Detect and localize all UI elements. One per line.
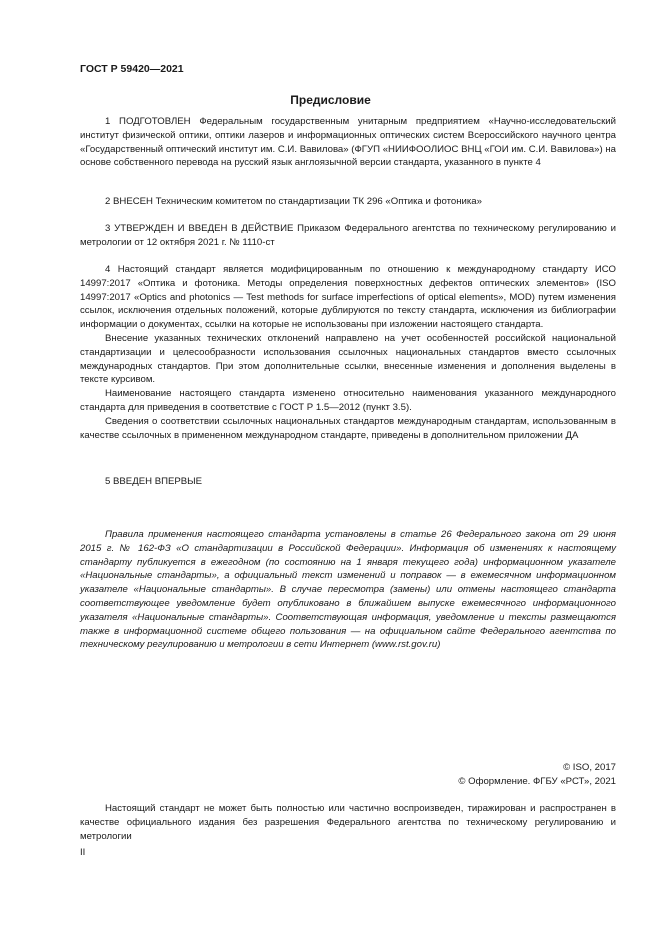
item-4 <box>80 263 616 442</box>
copyright-design: © Оформление. ФГБУ «РСТ», 2021 <box>458 776 616 787</box>
copyright-iso: © ISO, 2017 <box>563 762 616 773</box>
item-4-paragraph-3: Наименование настоящего стандарта изменено относительно наименования указанного международного стандарта для приведения в соответствие с ГОСТ Р 1.5—2012 (пункт 3.5). <box>80 388 616 413</box>
item-2-text: 2 ВНЕСЕН Техническим комитетом по стандартизации ТК 296 «Оптика и фотоника» <box>105 196 482 207</box>
item-5-text: 5 ВВЕДЕН ВПЕРВЫЕ <box>105 476 203 487</box>
reproduction-notice <box>80 802 616 843</box>
item-3-text: 3 УТВЕРЖДЕН И ВВЕДЕН В ДЕЙСТВИЕ Приказом Федерального агентства по техническому регулированию и метрологии от 12 октября 2021 г. № 1110-ст <box>80 223 616 248</box>
item-4-paragraph-2: Внесение указанных технических отклонений направлено на учет особенностей российской национальной стандартизации и целесообразности использования ссылочных национальных стандартов вместо ссылочных международных стандартов. При этом дополнительные ссылки, внесенные изменения и дополнения выделены в тексте курсивом. <box>80 332 616 386</box>
reproduction-text: Настоящий стандарт не может быть полностью или частично воспроизведен, тиражирован и распространен в качестве официального издания без разрешения Федерального агентства по техническому регулированию и метрологии <box>80 803 616 842</box>
standard-number: ГОСТ Р 59420—2021 <box>80 63 184 75</box>
item-1 <box>80 115 616 170</box>
item-2 <box>80 195 616 209</box>
item-4-paragraph-4: Сведения о соответствии ссылочных национальных стандартов международным стандартам, использованным в качестве ссылочных в примененном международном стандарте, приведены в дополнительном приложении ДА <box>80 415 616 441</box>
page-number: II <box>80 847 86 858</box>
item-5 <box>80 475 616 489</box>
item-3 <box>80 222 616 250</box>
item-1-text: 1 ПОДГОТОВЛЕН Федеральным государственным унитарным предприятием «Научно-исследовательский институт физической оптики, оптики лазеров и информационных оптических систем Всероссийского научного центра «Государственный оптический институт им. С.И. Вавилова» (ФГУП «НИИФООЛИОС ВНЦ «ГОИ им. С.И. Вавилова») на основе собственного перевода на русский язык англоязычной версии стандарта, указанного в пункте 4 <box>80 116 616 169</box>
item-4-text: 4 Настоящий стандарт является модифицированным по отношению к международному стандарту ИСО 14997:2017 «Оптика и фотоника. Методы определения поверхностных дефектов оптических элементов» (ISO 14997:2017 «Optics and photonics — Test methods for surface imperfections of optical elements», MOD) путем изменения ссылок, исключения отдельных положений, которые дублируются по тексту стандарта, исключения из библиографии информации о документах, ссылки на которые не использованы при изложении настоящего стандарта. <box>80 264 616 331</box>
application-rules-notice <box>80 528 616 652</box>
notice-text: Правила применения настоящего стандарта установлены в статье 26 Федерального закона от 29 июня 2015 г. № 162-ФЗ «О стандартизации в Российской Федерации». Информация об изменениях к настоящему стандарту публикуется в ежегодном (по состоянию на 1 января текущего года) информационном указателе «Национальные стандарты», а официальный текст изменений и поправок — в ежемесячном информационном указателе «Национальные стандарты». В случае пересмотра (замены) или отмены настоящего стандарта соответствующее уведомление будет опубликовано в ближайшем выпуске ежемесячного информационного указателя «Национальные стандарты». Соответствующая информация, уведомление и тексты размещаются также в информационной системе общего пользования — на официальном сайте Федерального агентства по техническому регулированию и метрологии в сети Интернет (www.rst.gov.ru) <box>80 529 616 651</box>
page-title: Предисловие <box>290 93 371 107</box>
